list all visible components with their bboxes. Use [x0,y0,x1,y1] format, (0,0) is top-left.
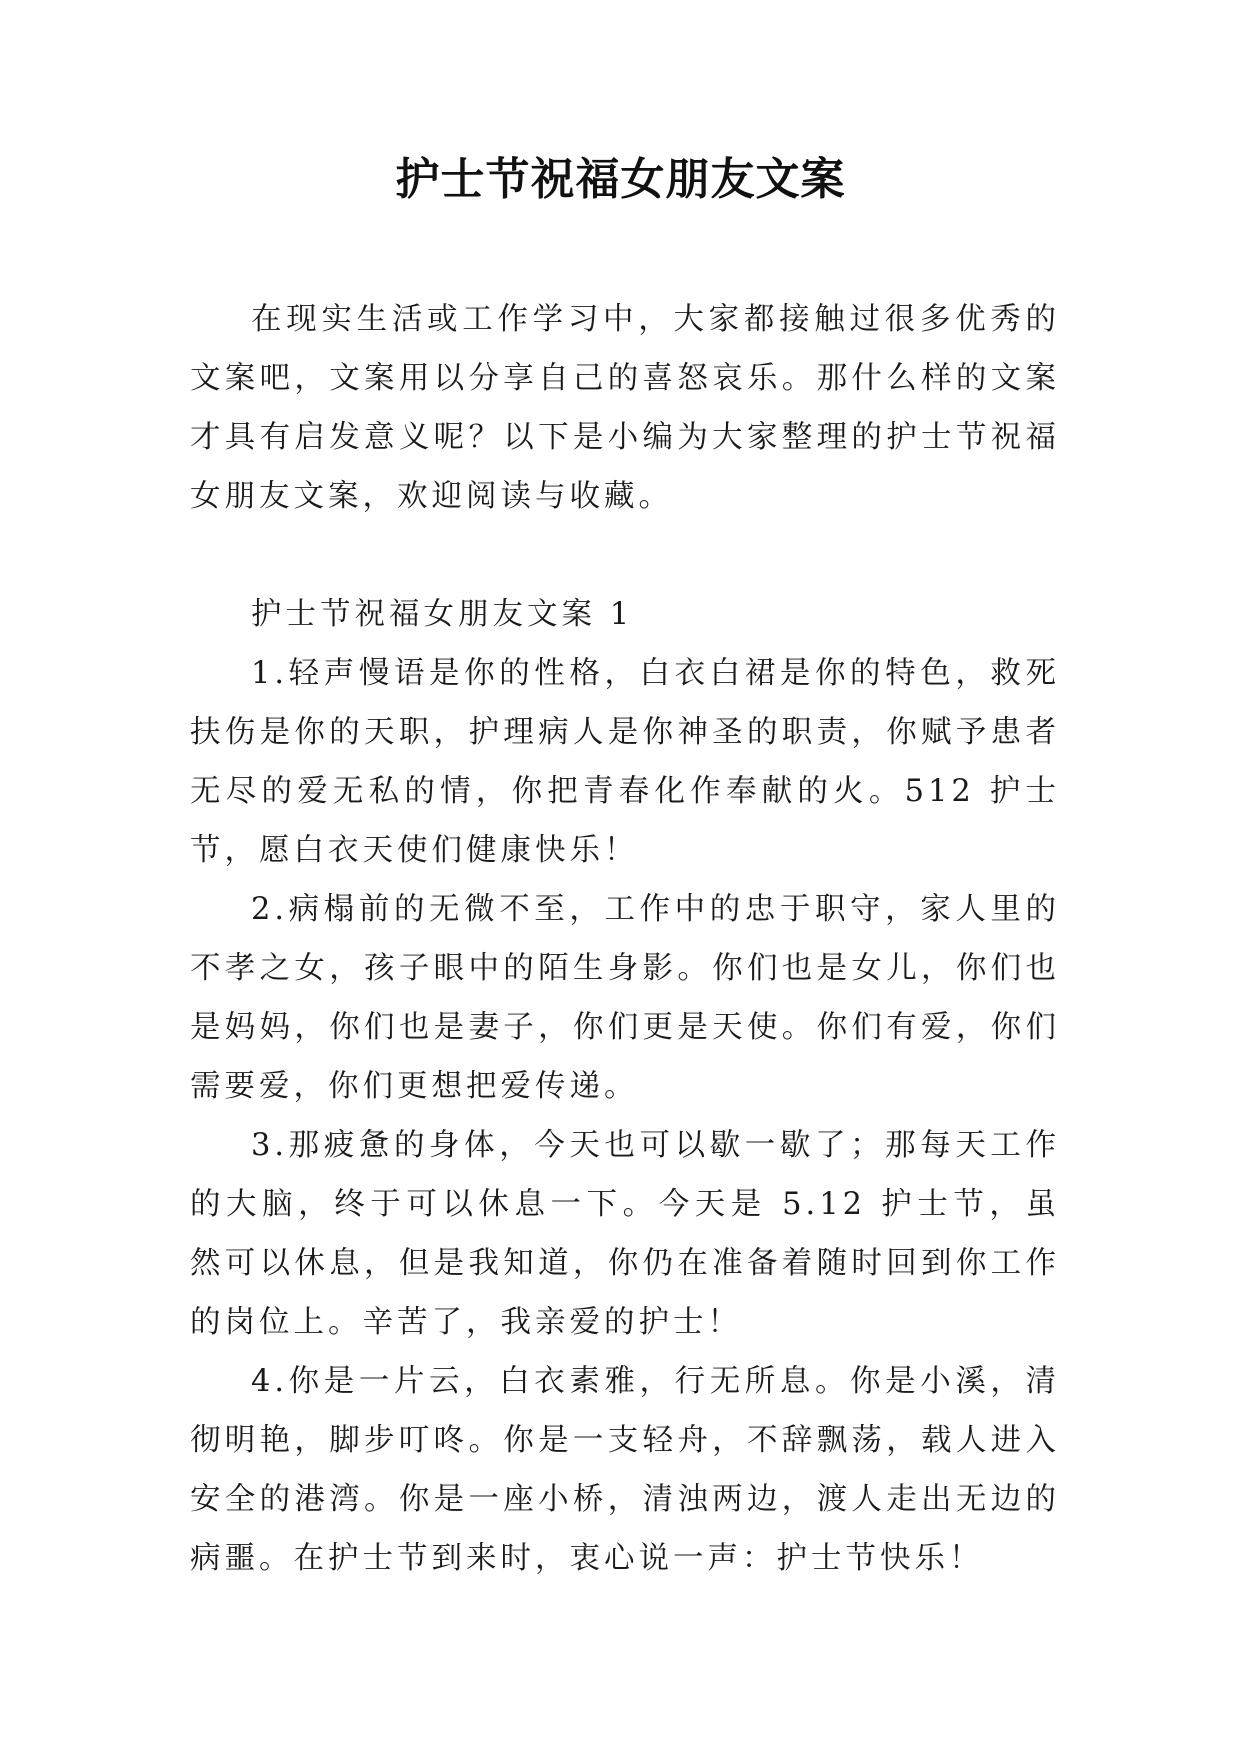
document-body [190,290,1060,1588]
list-item: 4.你是一片云，白衣素雅，行无所息。你是小溪，清彻明艳，脚步叮咚。你是一支轻舟，不辞飘荡，载人进入安全的港湾。你是一座小桥，清浊两边，渡人走出无边的病噩。在护士节到来时，衷心说一声：护士节快乐！ [190,1364,1060,1576]
document-title: 护士节祝福女朋友文案 [395,154,846,205]
section-heading: 护士节祝福女朋友文案 1 [251,597,634,632]
list-item: 2.病榻前的无微不至，工作中的忠于职守，家人里的不孝之女，孩子眼中的陌生身影。你们也是女儿，你们也是妈妈，你们也是妻子，你们更是天使。你们有爱，你们需要爱，你们更想把爱传递。 [190,892,1060,1104]
list-item: 1.轻声慢语是你的性格，白衣白裙是你的特色，救死扶伤是你的天职，护理病人是你神圣的职责，你赋予患者无尽的爱无私的情，你把青春化作奉献的火。512 护士节，愿白衣天使们健康快乐！ [190,656,1060,868]
intro-paragraph: 在现实生活或工作学习中，大家都接触过很多优秀的文案吧，文案用以分享自己的喜怒哀乐。那什么样的文案才具有启发意义呢？以下是小编为大家整理的护士节祝福女朋友文案，欢迎阅读与收藏。 [190,302,1060,514]
list-item: 3.那疲惫的身体，今天也可以歇一歇了；那每天工作的大脑，终于可以休息一下。今天是 5.12 护士节，虽然可以休息，但是我知道，你仍在准备着随时回到你工作的岗位上。辛苦了，我亲爱的护士！ [190,1128,1060,1340]
